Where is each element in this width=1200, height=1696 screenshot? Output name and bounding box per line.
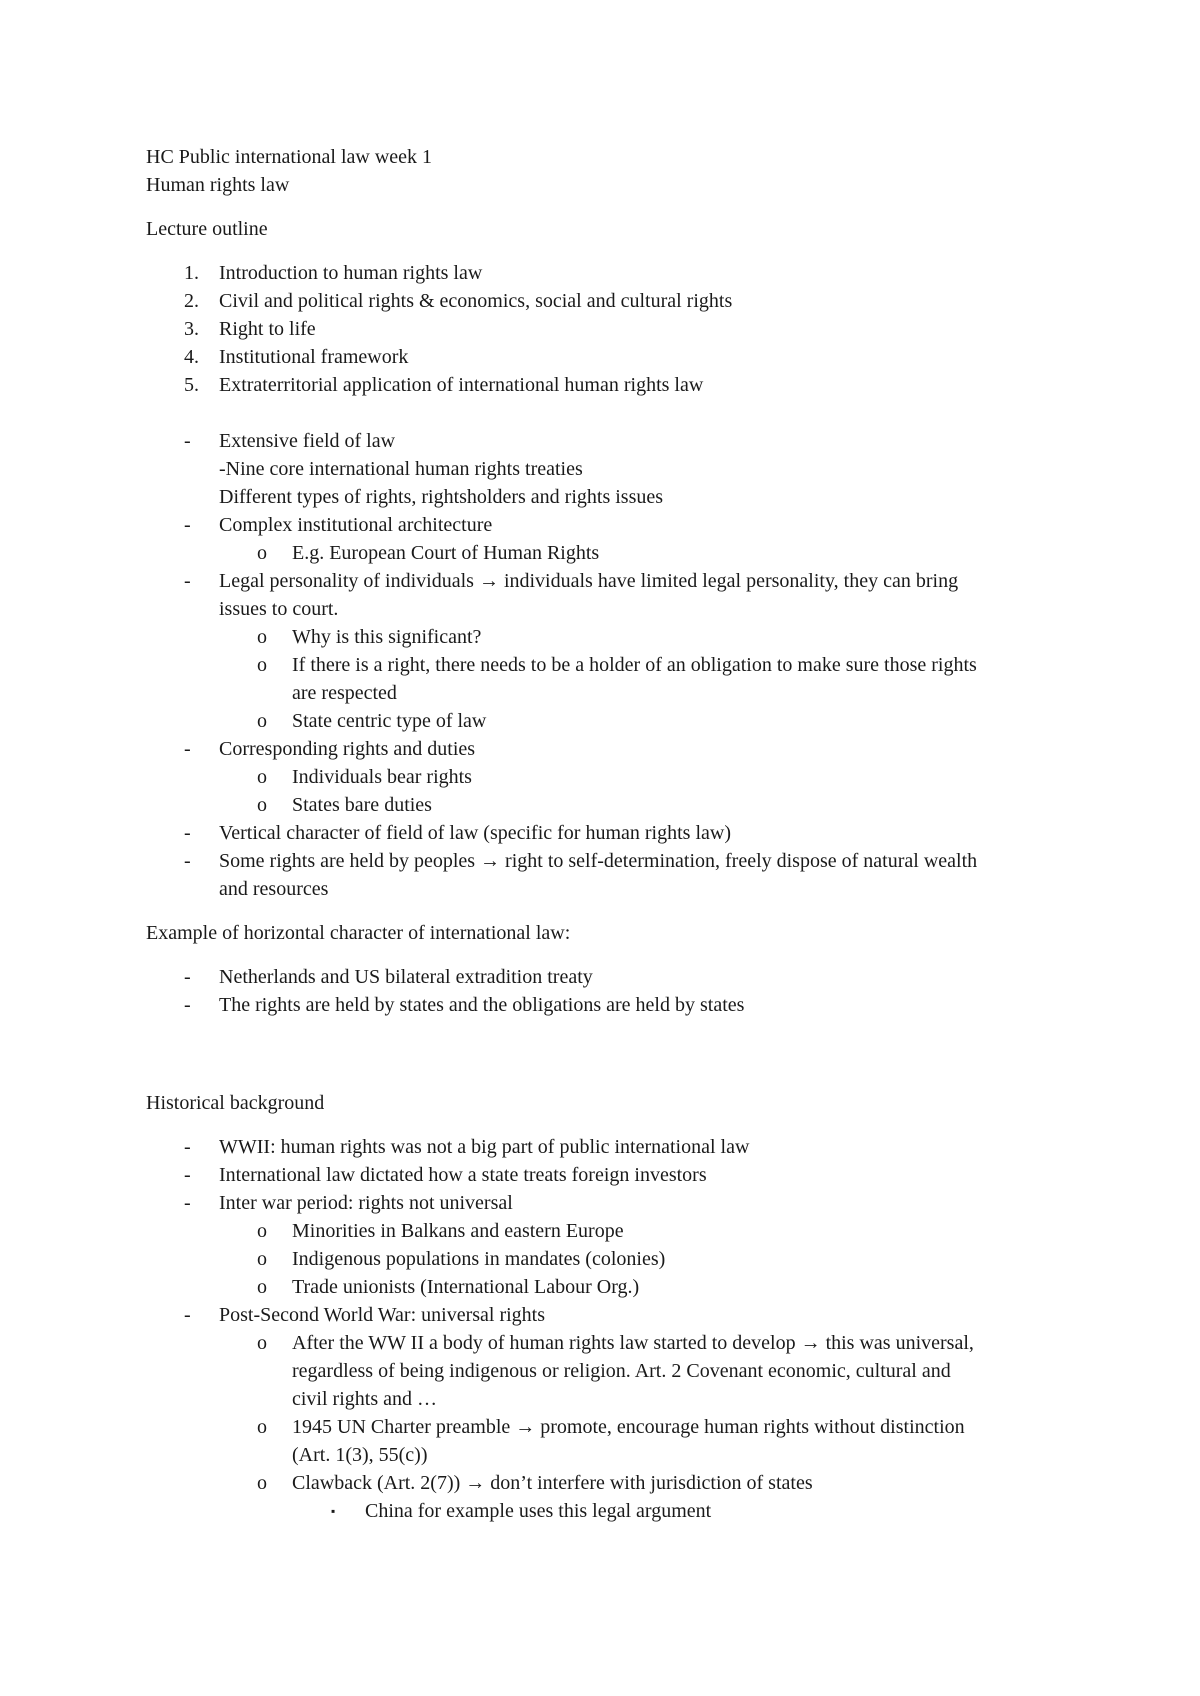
dash-marker: - <box>184 850 191 872</box>
dash-marker: - <box>184 1136 191 1158</box>
sub-bullet-item: o E.g. European Court of Human Rights <box>146 539 1086 567</box>
bullet-item: - Netherlands and US bilateral extradition treaty <box>146 963 1086 991</box>
dash-marker: - <box>184 1192 191 1214</box>
document-title: HC Public international law week 1 <box>146 146 433 168</box>
sub-bullet-item: o Individuals bear rights <box>146 763 1086 791</box>
square-marker: ▪ <box>331 1504 336 1518</box>
sub-bullet-item: o Why is this significant? <box>146 623 1086 651</box>
bullet-item: - The rights are held by states and the obligations are held by states <box>146 991 1086 1019</box>
bullet-item: - International law dictated how a state treats foreign investors <box>146 1161 1086 1189</box>
bullet-continuation: -Nine core international human rights treaties <box>219 458 583 480</box>
history-heading: Historical background <box>146 1092 325 1114</box>
outline-item: 3. Right to life <box>184 318 316 340</box>
circle-marker: o <box>257 766 267 788</box>
sub-bullet-item: o If there is a right, there needs to be a holder of an obligation to make sure those rights <box>146 651 1086 679</box>
history-bullet-list <box>146 1133 1086 1525</box>
document-subtitle: Human rights law <box>146 174 290 196</box>
dash-marker: - <box>184 1304 191 1326</box>
sub-bullet-item: o Clawback (Art. 2(7)) → don’t interfere with jurisdiction of states <box>146 1469 1086 1497</box>
bullet-continuation: Different types of rights, rightsholders and rights issues <box>219 486 664 508</box>
sub-bullet-item: o State centric type of law <box>146 707 1086 735</box>
sub-bullet-continuation: are respected <box>292 682 397 704</box>
sub-bullet-continuation: civil rights and … <box>292 1388 437 1410</box>
sub-bullet-item: o 1945 UN Charter preamble → promote, encourage human rights without distinction <box>146 1413 1086 1441</box>
bullet-item: - Some rights are held by peoples → right to self-determination, freely dispose of natural wealth <box>146 847 1086 875</box>
dash-marker: - <box>184 822 191 844</box>
bullet-item: - Post-Second World War: universal rights <box>146 1301 1086 1329</box>
sub-bullet-item: o Indigenous populations in mandates (colonies) <box>146 1245 1086 1273</box>
bullet-item: - Inter war period: rights not universal <box>146 1189 1086 1217</box>
sub-bullet-continuation: (Art. 1(3), 55(c)) <box>292 1444 428 1466</box>
outline-item: 4. Institutional framework <box>184 346 409 368</box>
sub-bullet-item: o Minorities in Balkans and eastern Europe <box>146 1217 1086 1245</box>
dash-marker: - <box>184 738 191 760</box>
bullet-item: - Legal personality of individuals → individuals have limited legal personality, they can bring <box>146 567 1086 595</box>
outline-item: 5. Extraterritorial application of international human rights law <box>184 374 704 396</box>
circle-marker: o <box>257 1416 267 1438</box>
bullet-item: - Vertical character of field of law (specific for human rights law) <box>146 819 1086 847</box>
outline-heading: Lecture outline <box>146 218 268 240</box>
sub-bullet-continuation: regardless of being indigenous or religion. Art. 2 Covenant economic, cultural and <box>292 1360 951 1382</box>
bullet-continuation: issues to court. <box>219 598 339 620</box>
bullet-item: - Extensive field of law <box>146 427 1086 455</box>
bullet-continuation: and resources <box>219 878 329 900</box>
circle-marker: o <box>257 1332 267 1354</box>
sub-bullet-item: o States bare duties <box>146 791 1086 819</box>
dash-marker: - <box>184 994 191 1016</box>
dash-marker: - <box>184 1164 191 1186</box>
bullet-item: - Complex institutional architecture <box>146 511 1086 539</box>
circle-marker: o <box>257 1220 267 1242</box>
horizontal-example-list <box>146 963 1086 1019</box>
bullet-item: - Corresponding rights and duties <box>146 735 1086 763</box>
lecture-outline-list <box>146 259 1086 399</box>
sub-sub-bullet-item: ▪ China for example uses this legal argument <box>146 1497 1086 1525</box>
dash-marker: - <box>184 430 191 452</box>
circle-marker: o <box>257 542 267 564</box>
bullet-item: - WWII: human rights was not a big part of public international law <box>146 1133 1086 1161</box>
circle-marker: o <box>257 1276 267 1298</box>
outline-item: 1. Introduction to human rights law <box>184 262 483 284</box>
horizontal-heading: Example of horizontal character of international law: <box>146 922 571 944</box>
sub-bullet-item: o Trade unionists (International Labour Org.) <box>146 1273 1086 1301</box>
circle-marker: o <box>257 794 267 816</box>
circle-marker: o <box>257 1472 267 1494</box>
sub-bullet-item: o After the WW II a body of human rights law started to develop → this was universal, <box>146 1329 1086 1357</box>
circle-marker: o <box>257 654 267 676</box>
overview-bullet-list <box>146 427 1086 903</box>
dash-marker: - <box>184 514 191 536</box>
dash-marker: - <box>184 570 191 592</box>
dash-marker: - <box>184 966 191 988</box>
circle-marker: o <box>257 1248 267 1270</box>
circle-marker: o <box>257 710 267 732</box>
outline-item: 2. Civil and political rights & economics, social and cultural rights <box>184 290 733 312</box>
document-body <box>146 143 1086 1525</box>
circle-marker: o <box>257 626 267 648</box>
